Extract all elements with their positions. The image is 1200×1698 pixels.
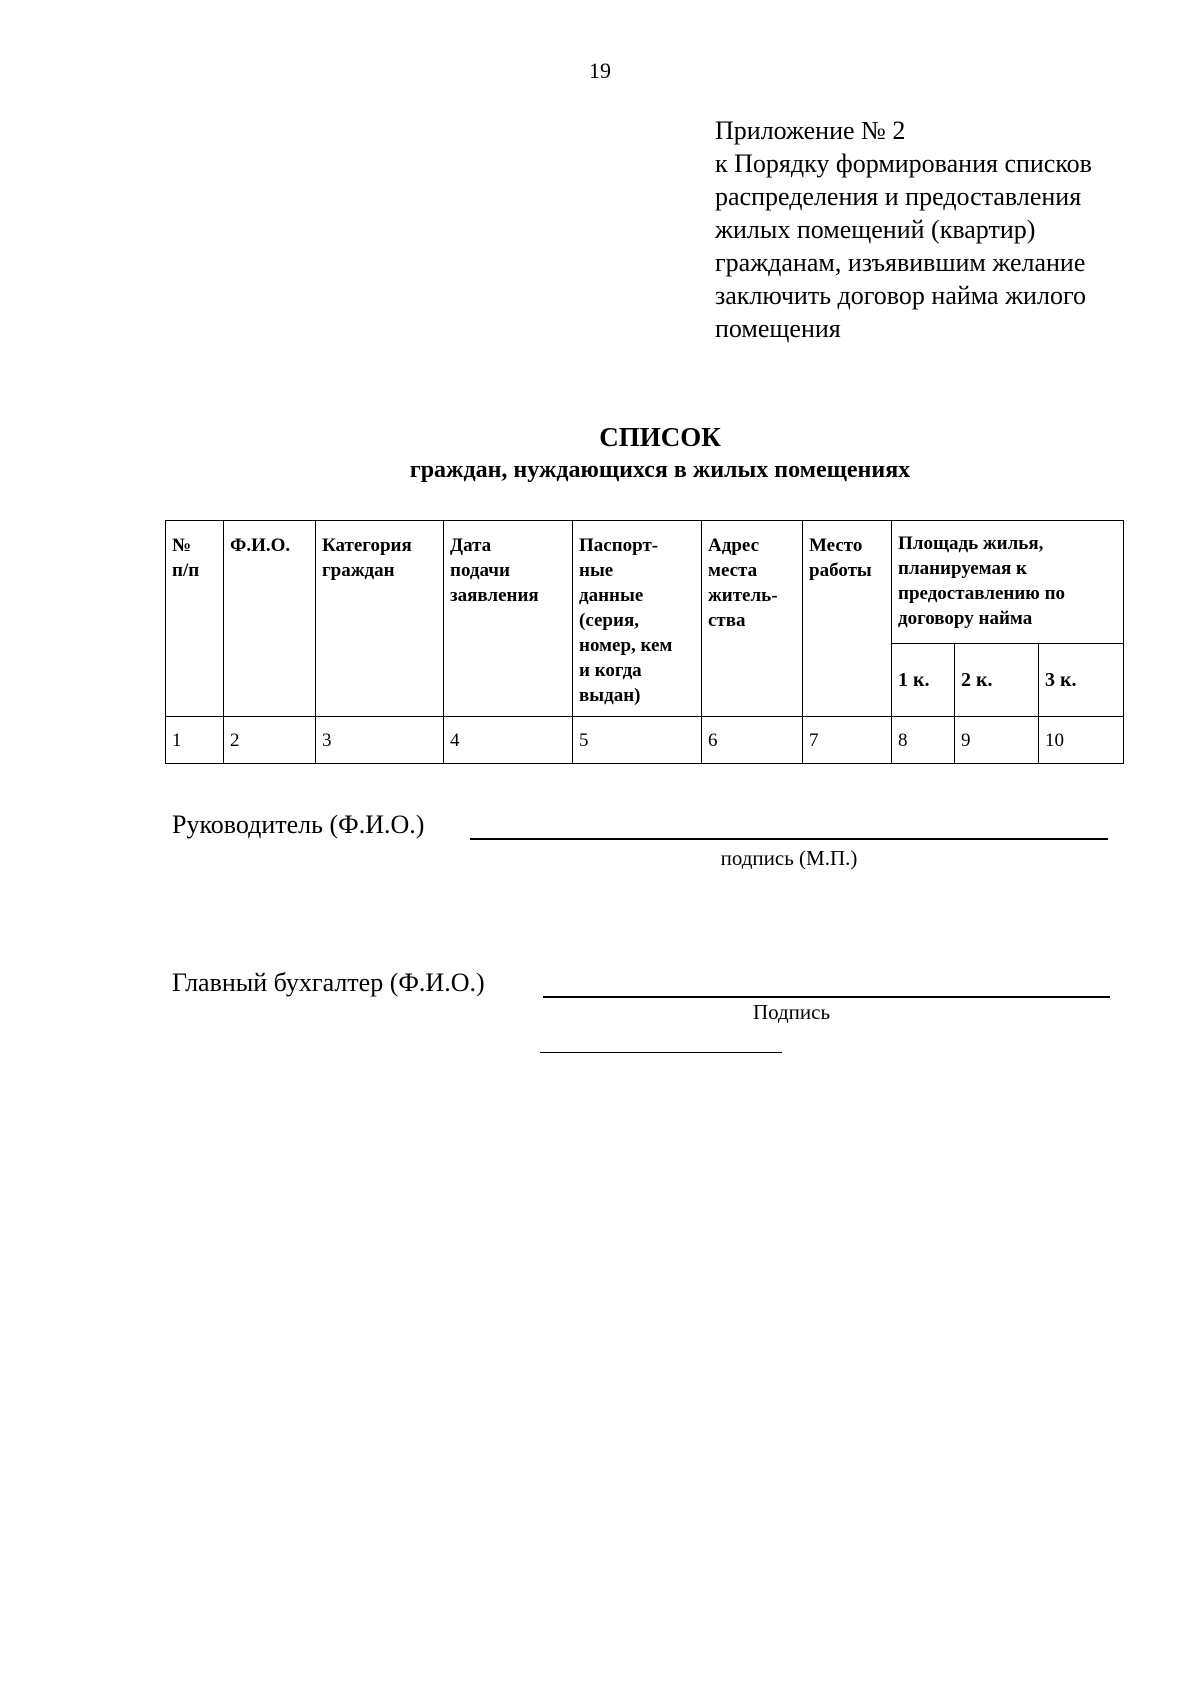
subheader-2-room: 2 к. xyxy=(955,644,1039,717)
column-number-cell: 5 xyxy=(573,717,702,764)
footer-divider xyxy=(540,1052,782,1053)
page-number: 19 xyxy=(589,58,611,83)
appendix-line: заключить договор найма жилого xyxy=(715,281,1086,310)
header-passport: Паспорт- ные данные (серия, номер, кем и когда выдан) xyxy=(573,521,702,717)
citizens-list-table xyxy=(165,520,1124,764)
appendix-line: гражданам, изъявившим желание xyxy=(715,248,1086,277)
column-number-cell: 4 xyxy=(444,717,573,764)
column-number-cell: 8 xyxy=(892,717,955,764)
document-title: СПИСОК xyxy=(599,422,721,452)
accountant-signature-line xyxy=(543,996,1110,998)
appendix-line: распределения и предоставления xyxy=(715,182,1082,211)
head-signature-caption: подпись (М.П.) xyxy=(720,846,858,870)
column-number-cell: 1 xyxy=(166,717,224,764)
subheader-3-room: 3 к. xyxy=(1039,644,1124,717)
column-number-cell: 9 xyxy=(955,717,1039,764)
header-address: Адрес места житель- ства xyxy=(702,521,803,717)
table-row xyxy=(166,717,1124,764)
header-housing-area: Площадь жилья, планируемая к предоставлению по договору найма xyxy=(892,521,1124,644)
appendix-line: к Порядку формирования списков xyxy=(715,149,1092,178)
header-fio: Ф.И.О. xyxy=(224,521,316,717)
accountant-signature-caption: Подпись xyxy=(752,1000,831,1024)
column-number-cell: 10 xyxy=(1039,717,1124,764)
header-number: № п/п xyxy=(166,521,224,717)
column-number-cell: 3 xyxy=(316,717,444,764)
document-subtitle: граждан, нуждающихся в жилых помещениях xyxy=(409,457,911,483)
header-category: Категория граждан xyxy=(316,521,444,717)
column-number-cell: 6 xyxy=(702,717,803,764)
appendix-line: помещения xyxy=(715,314,841,343)
header-workplace: Место работы xyxy=(803,521,892,717)
appendix-line: Приложение № 2 xyxy=(715,116,906,145)
accountant-signature-label: Главный бухгалтер (Ф.И.О.) xyxy=(172,968,485,997)
appendix-note xyxy=(715,114,1092,345)
head-signature-line xyxy=(470,838,1108,840)
subheader-1-room: 1 к. xyxy=(892,644,955,717)
header-application-date: Дата подачи заявления xyxy=(444,521,573,717)
column-number-cell: 2 xyxy=(224,717,316,764)
appendix-line: жилых помещений (квартир) xyxy=(715,215,1036,244)
head-signature-label: Руководитель (Ф.И.О.) xyxy=(172,810,425,839)
column-number-cell: 7 xyxy=(803,717,892,764)
